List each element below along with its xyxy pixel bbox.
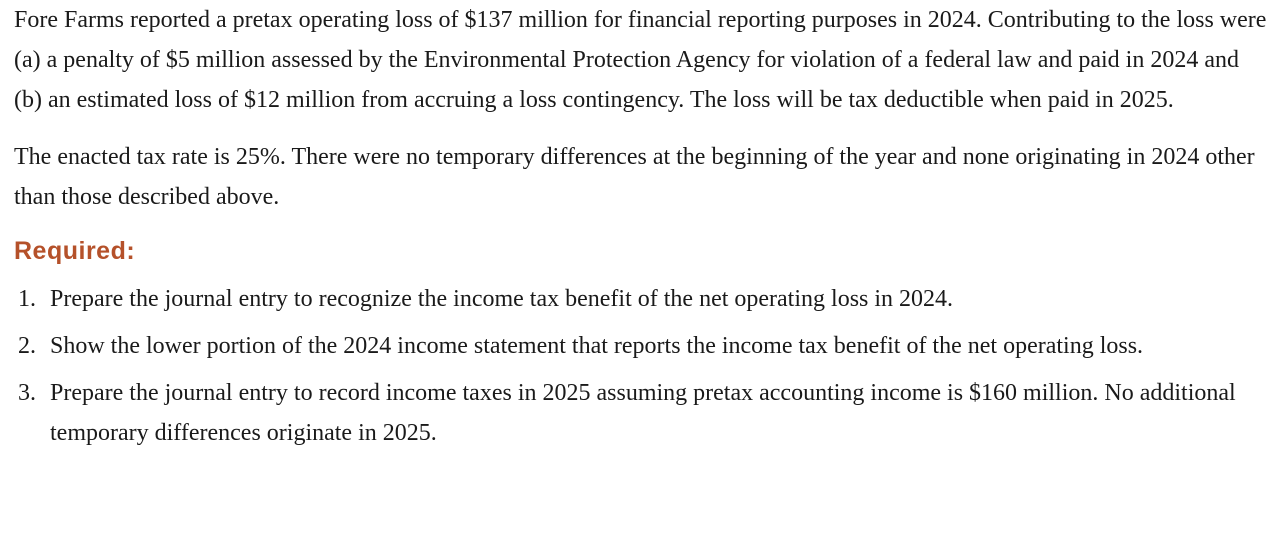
problem-paragraph-2: The enacted tax rate is 25%. There were no temporary differences at the beginning of the year and none originating in 2024 other than those described above. [14, 144, 1255, 210]
required-item-3 [14, 373, 1269, 453]
required-item-2 [14, 326, 1269, 366]
required-item-number: 3. [18, 380, 36, 406]
required-heading: Required: [14, 237, 136, 265]
required-item-number: 1. [18, 286, 36, 312]
required-item-number: 2. [18, 333, 36, 359]
required-item-text: Show the lower portion of the 2024 income statement that reports the income tax benefit of the net operating loss. [50, 333, 1144, 359]
required-list [14, 279, 1269, 453]
required-item-text: Prepare the journal entry to recognize the income tax benefit of the net operating loss in 2024. [50, 286, 954, 312]
required-item-1 [14, 279, 1269, 319]
problem-content [14, 0, 1269, 453]
required-item-text: Prepare the journal entry to record income taxes in 2025 assuming pretax accounting income is $160 million. No additional temporary differences originate in 2025. [50, 380, 1236, 446]
problem-paragraph-1: Fore Farms reported a pretax operating loss of $137 million for financial reporting purposes in 2024. Contributing to the loss were (a) a penalty of $5 million assessed by the Environmental Protection Agency for violation of a federal law and paid in 2024 and (b) an estimated loss of $12 million from accruing a loss contingency. The loss will be tax deductible when paid in 2025. [14, 7, 1267, 113]
